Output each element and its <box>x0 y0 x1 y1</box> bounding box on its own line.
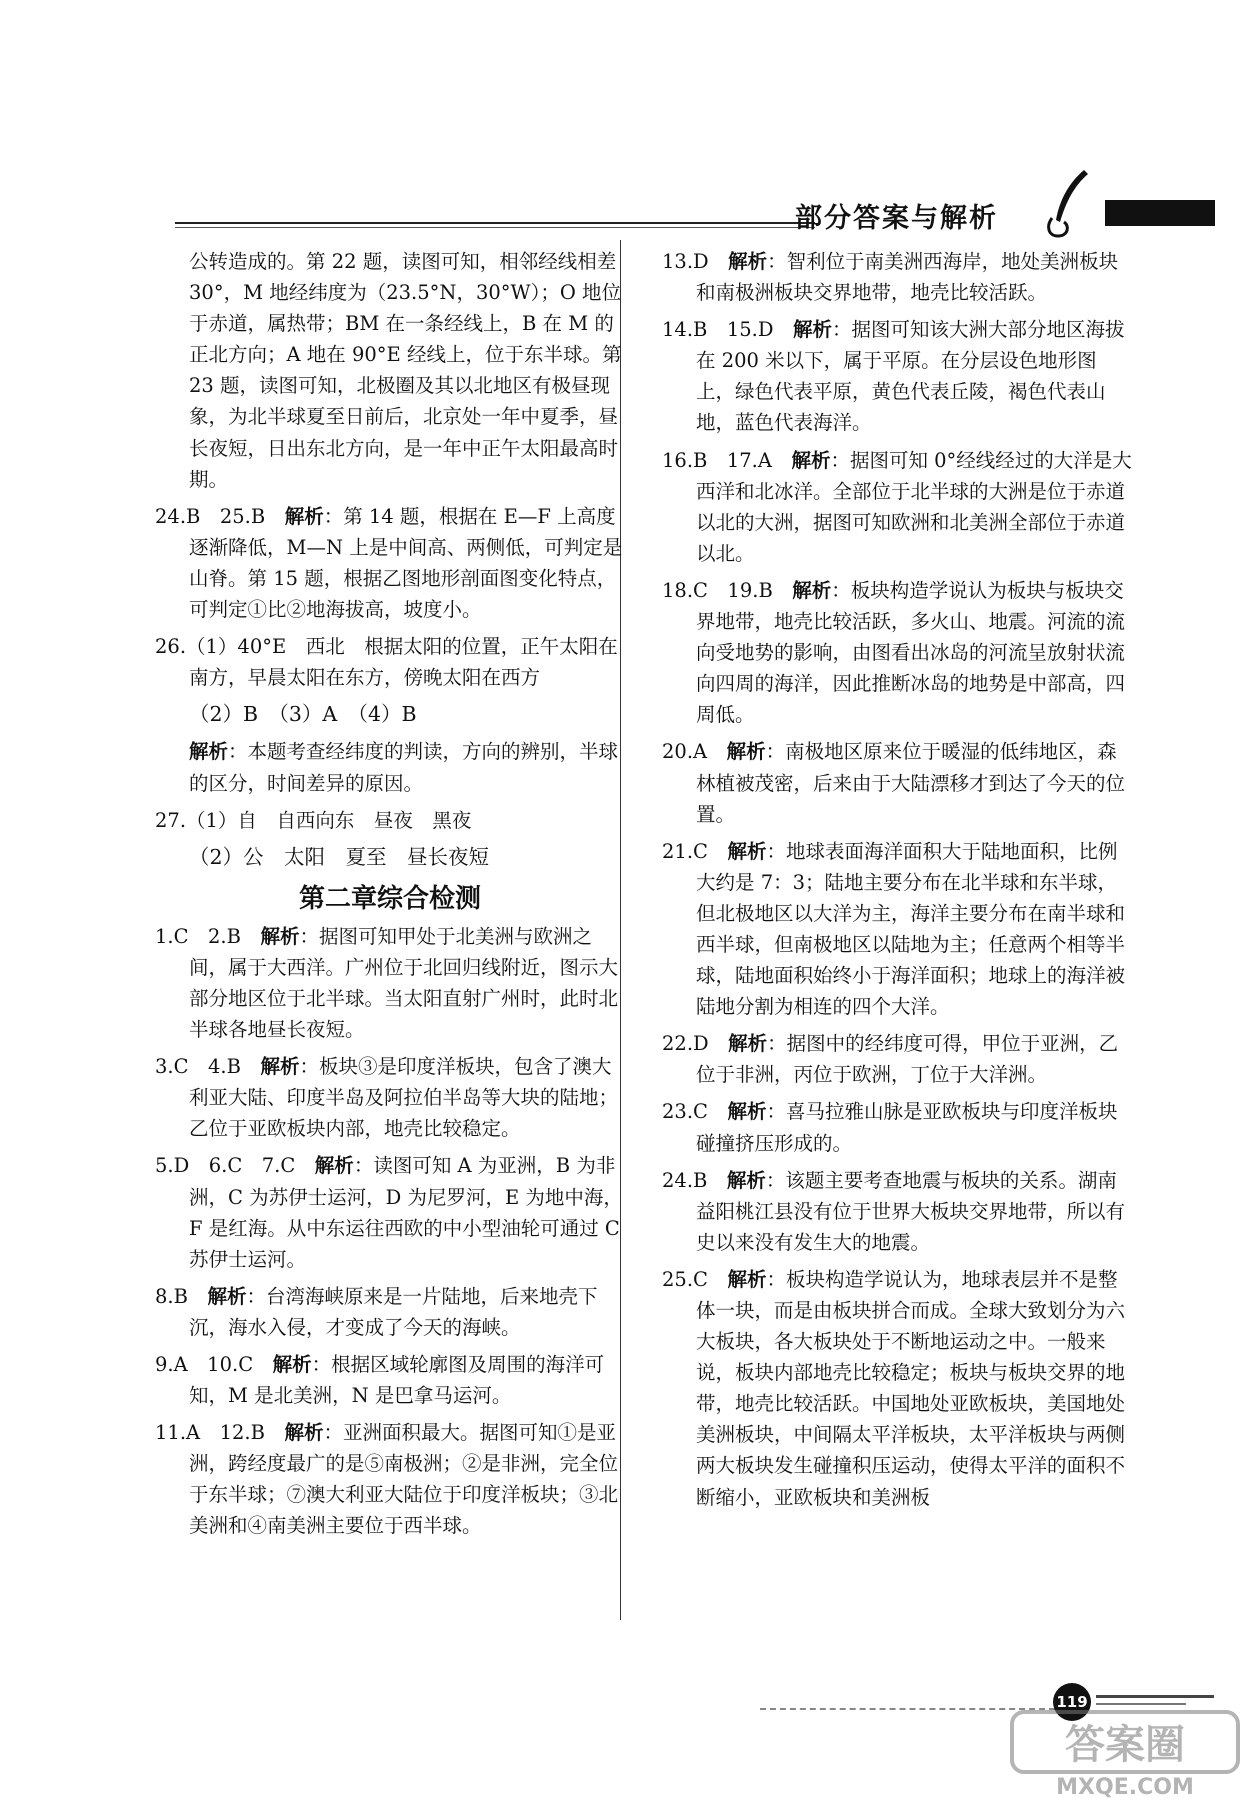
answer-number: 24.B <box>662 1168 727 1192</box>
answer-text: ：智利位于南美洲西海岸，地处美洲板块和南极洲板块交界地带，地壳比较活跃。 <box>696 250 1119 305</box>
answer-text: ：地球表面海洋面积大于陆地面积，比例大约是 7：3；陆地主要分布在北半球和东半球，但北极地区以大洋为主，海洋主要分布在南半球和西半球，但南极地区以陆地为主；任意两个相等半球，陆地面积始终小于海洋面积；地球上的海洋被陆地分割为相连的四个大洋。 <box>696 839 1126 1019</box>
answer-number: 5.D 6.C 7.C <box>155 1154 315 1178</box>
answer-number: 27. <box>155 808 187 832</box>
answer-text: ：台湾海峡原来是一片陆地，后来地壳下沉，海水入侵，才变成了今天的海峡。 <box>189 1284 598 1339</box>
answer-text: （1）自 自西向东 昼夜 黑夜 <box>186 808 472 832</box>
answer-item <box>155 1349 625 1411</box>
left-column <box>155 246 625 1548</box>
analysis-label: 解析 <box>727 1100 767 1124</box>
answer-number: 26. <box>155 635 187 659</box>
analysis-label: 解析 <box>727 1267 767 1291</box>
analysis-label: 解析 <box>189 740 229 764</box>
analysis-label: 解析 <box>260 1055 300 1079</box>
page-header <box>175 196 1215 236</box>
answer-text: ：南极地区原来位于暖湿的低纬地区，森林植被茂密，后来由于大陆漂移才到达了今天的位置。 <box>696 740 1126 826</box>
footer-rule <box>1096 1695 1214 1698</box>
answer-number: 8.B <box>155 1284 208 1308</box>
analysis-label: 解析 <box>284 504 324 528</box>
answer-item <box>662 1096 1132 1158</box>
answer-number: 25.C <box>662 1267 728 1291</box>
answer-subline: （2）B （3）A （4）B <box>189 702 417 727</box>
answer-text: ：本题考查经纬度的判读，方向的辨别，半球的区分，时间差异的原因。 <box>189 740 619 795</box>
footer-rule-thin <box>1096 1703 1186 1705</box>
watermark-logo <box>1010 1710 1240 1798</box>
header-title: 部分答案与解析 <box>795 203 998 234</box>
answer-text: ：第 14 题，根据在 E—F 上高度逐渐降低，M—N 上是中间高、两侧低，可判定是山脊。第 15 题，根据乙图地形剖面图变化特点，可判定①比②地海拔高，坡度小。 <box>189 504 623 622</box>
analysis-label: 解析 <box>793 318 833 342</box>
answer-item <box>155 1051 625 1144</box>
header-rule <box>175 222 815 224</box>
analysis-label: 解析 <box>260 924 300 948</box>
answer-text: ：板块构造学说认为，地球表层并不是整体一块，而是由板块拼合而成。全球大致划分为六大板块，各大板块处于不断地运动之中。一般来说，板块内部地壳比较稳定；板块与板块交界的地带，地壳比较活跃。中国地处亚欧板块，美国地处美洲板块，中间隔太平洋板块，太平洋板块与两侧两大板块发生碰撞积压运动，使得太平洋的面积不断缩小，亚欧板块和美洲板 <box>696 1267 1126 1509</box>
answer-subline: （2）公 太阳 夏至 昼长夜短 <box>189 844 490 869</box>
analysis-label: 解析 <box>728 250 768 273</box>
answer-item <box>155 736 625 798</box>
answer-text: ：读图可知 A 为亚洲，B 为非洲，C 为苏伊士运河，D 为尼罗河，E 为地中海，F 是红海。从中东运往西欧的中小型油轮可通过 C 苏伊士运河。 <box>189 1154 623 1271</box>
answer-item <box>662 1028 1132 1090</box>
answer-item <box>155 805 625 836</box>
analysis-label: 解析 <box>314 1154 354 1178</box>
answer-item <box>662 1264 1132 1513</box>
answer-text: ：据图可知 0°经线经过的大洋是大西洋和北冰洋。全部位于北半球的大洲是位于赤道以北的大洲，据图可知欧洲和北美洲全部位于赤道以北。 <box>696 448 1132 565</box>
answer-number: 13.D <box>662 250 729 273</box>
answer-number: 21.C <box>662 839 728 863</box>
right-column <box>662 246 1132 1519</box>
analysis-label: 解析 <box>728 1032 768 1056</box>
answer-item <box>155 246 625 495</box>
answer-item <box>662 246 1132 308</box>
answer-text: ：据图中的经纬度可得，甲位于亚洲，乙位于非洲，丙位于欧洲，丁位于大洋洲。 <box>696 1032 1119 1087</box>
answer-item <box>662 836 1132 1023</box>
answer-item <box>662 314 1132 438</box>
watermark-title: 答案圈 <box>1065 1722 1185 1768</box>
answer-number: 1.C 2.B <box>155 924 261 948</box>
answer-item <box>662 445 1132 569</box>
answer-number: 11.A 12.B <box>155 1421 285 1445</box>
answer-text: ：根据区域轮廓图及周围的海洋可知，M 是北美洲，N 是巴拿马运河。 <box>189 1353 605 1408</box>
answer-text: （1）40°E 西北 根据太阳的位置，正午太阳在南方，早晨太阳在东方，傍晚太阳在西方 <box>186 635 618 690</box>
analysis-label: 解析 <box>272 1353 312 1376</box>
analysis-label: 解析 <box>726 1168 766 1192</box>
analysis-label: 解析 <box>284 1421 324 1445</box>
header-band <box>1105 200 1215 226</box>
answer-item <box>155 631 625 693</box>
answer-number: 9.A 10.C <box>155 1353 273 1376</box>
answer-number: 3.C 4.B <box>155 1055 261 1079</box>
answer-text: ：喜马拉雅山脉是亚欧板块与印度洋板块碰撞挤压形成的。 <box>696 1100 1118 1155</box>
answer-item <box>155 842 625 873</box>
answer-text: ：板块构造学说认为板块与板块交界地带，地壳比较活跃，多火山、地震。河流的流向受地势的影响，由图看出冰岛的河流呈放射状流向四周的海洋，因此推断冰岛的地势是中部高，四周低。 <box>696 578 1126 727</box>
answer-item <box>155 1417 625 1541</box>
analysis-label: 解析 <box>207 1284 247 1308</box>
answer-item <box>155 1150 625 1274</box>
answer-number: 16.B 17.A <box>662 448 792 472</box>
analysis-label: 解析 <box>792 578 832 602</box>
page-number: 119 <box>1053 1683 1091 1721</box>
answer-number: 18.C 19.B <box>662 578 793 602</box>
header-rule-thin <box>175 227 815 228</box>
answer-item <box>155 921 625 1045</box>
analysis-label: 解析 <box>726 740 766 764</box>
answer-item <box>662 1165 1132 1258</box>
section-title: 第二章综合检测 <box>298 883 481 914</box>
answer-item <box>155 699 625 730</box>
answer-number: 24.B 25.B <box>155 504 285 528</box>
answer-number: 20.A <box>662 740 727 764</box>
answer-text: ：亚洲面积最大。据图可知①是亚洲，跨经度最广的是⑤南极洲；②是非洲，完全位于东半球；⑦澳大利亚大陆位于印度洋板块；③北美洲和④南美洲主要位于西半球。 <box>189 1421 619 1538</box>
answer-item <box>662 736 1132 829</box>
quill-pen-icon <box>1040 168 1100 240</box>
answer-text: ：板块③是印度洋板块，包含了澳大利亚大陆、印度半岛及阿拉伯半岛等大块的陆地；乙位于亚欧板块内部，地壳比较稳定。 <box>189 1055 619 1141</box>
answer-text: ：据图可知甲处于北美洲与欧洲之间，属于大西洋。广州位于北回归线附近，图示大部分地区位于北半球。当太阳直射广州时，此时北半球各地昼长夜短。 <box>189 924 619 1042</box>
watermark-url: MXQE.COM <box>1056 1775 1194 1798</box>
analysis-label: 解析 <box>791 448 831 472</box>
answer-number: 22.D <box>662 1032 729 1056</box>
answer-text: ：该题主要考查地震与板块的关系。湖南益阳桃江县没有位于世界大板块交界地带，所以有史以来没有发生大的地震。 <box>696 1168 1126 1254</box>
answer-item <box>662 575 1132 730</box>
answer-number: 14.B 15.D <box>662 318 793 342</box>
answer-text: ：据图可知该大洲大部分地区海拔在 200 米以下，属于平原。在分层设色地形图上，绿色代表平原，黄色代表丘陵，褐色代表山地，蓝色代表海洋。 <box>696 318 1125 435</box>
answer-text: 公转造成的。第 22 题，读图可知，相邻经线相差 30°，M 地经纬度为（23.5°N，30°W）；O 地位于赤道，属热带；BM 在一条经线上，B 在 M 的正北方向；A 地在 90°E 经线上，位于东半球。第 23 题，读图可知，北极圈及其以北地区有极昼现象，为北半球夏至日前后，北京处一年中夏季，昼长夜短，日出东北方向，是一年中正午太阳最高时期。 <box>189 250 622 491</box>
answer-item <box>155 1281 625 1343</box>
answer-number: 23.C <box>662 1100 728 1124</box>
analysis-label: 解析 <box>727 839 767 863</box>
answer-item <box>155 501 625 625</box>
